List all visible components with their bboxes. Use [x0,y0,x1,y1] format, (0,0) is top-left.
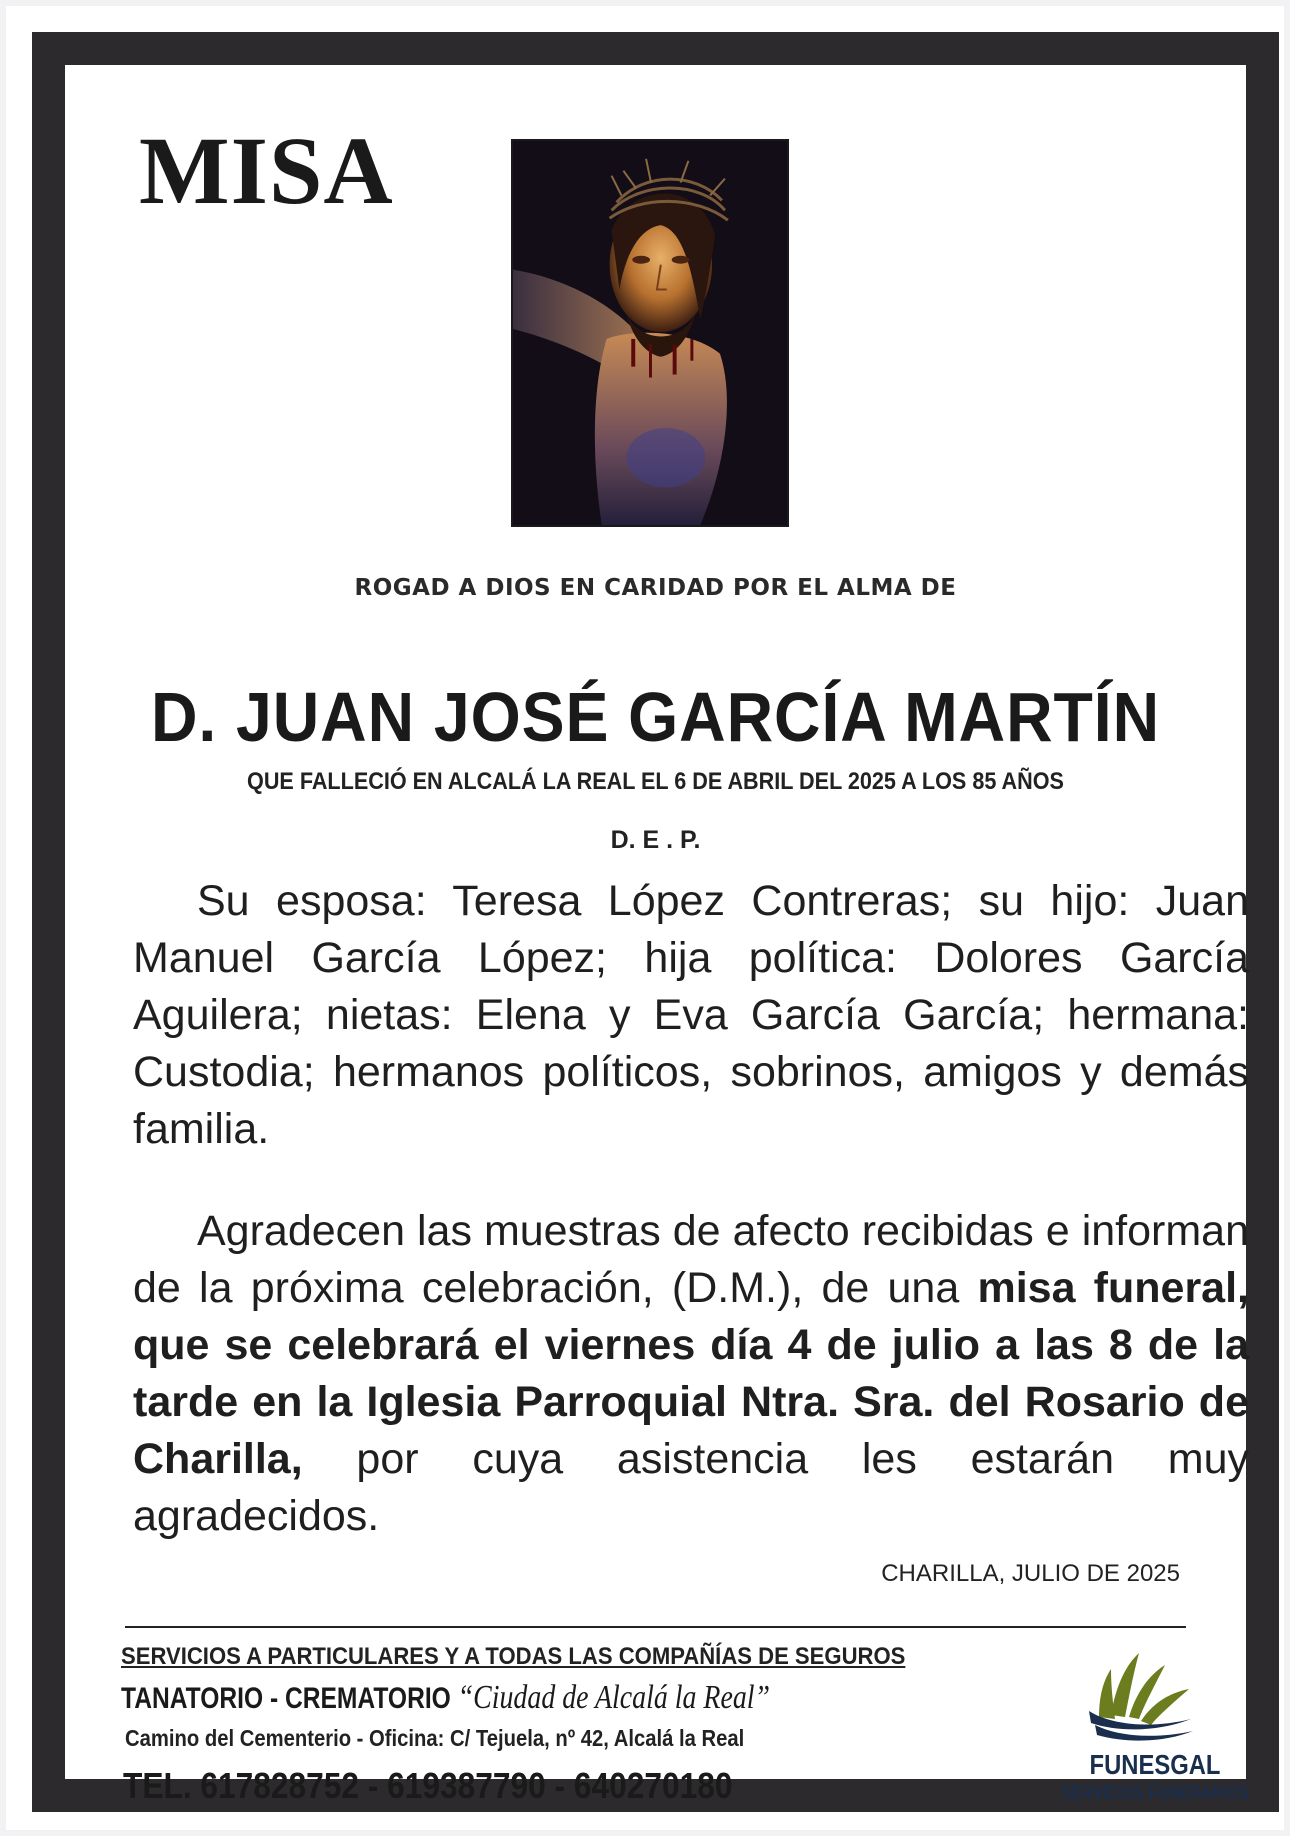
mourning-frame [32,32,1279,1812]
leaf-emblem-icon [1081,1645,1201,1745]
deceased-name: D. JUAN JOSÉ GARCÍA MARTÍN [150,678,1161,756]
funeral-home-tagline: “Ciudad de Alcalá la Real” [457,1679,771,1716]
funesgal-logo [1055,1645,1255,1805]
tanatorio-label: TANATORIO - CREMATORIO [121,1682,458,1715]
announcement-mass-details: misa funeral, que se celebrará el viernes día 4 de julio a las 8 de la tarde en la Iglesia Parroquial Ntra. Sra. del Rosario de Charilla, [133,1264,1249,1483]
christ-image [513,141,787,525]
footer-divider [125,1626,1186,1628]
prayer-request: ROGAD A DIOS EN CARIDAD POR EL ALMA DE [354,575,957,601]
funeral-home-name [121,1679,770,1717]
place-date: CHARILLA, JULIO DE 2025 [881,1560,1180,1587]
announcement-outro: por cuya asistencia les estarán muy agradecidos. [133,1435,1249,1540]
logo-name: FUNESGAL [1089,1749,1221,1780]
services-line: SERVICIOS A PARTICULARES Y A TODAS LAS COMPAÑÍAS DE SEGUROS [121,1643,906,1670]
announcement-intro: Agradecen las muestras de afecto recibidas e informan de la próxima celebración, (D.M.), de una [133,1207,1249,1312]
announcement-paragraph [133,1203,1249,1545]
page-sheet [6,6,1284,1830]
rest-in-peace: D. E . P. [610,826,701,854]
death-details: QUE FALLECIÓ EN ALCALÁ LA REAL EL 6 DE ABRIL DEL 2025 A LOS 85 AÑOS [247,768,1064,795]
phone-numbers: TEL. 617828752 - 619387790 - 640270180 [123,1765,733,1806]
address-line: Camino del Cementerio - Oficina: C/ Tejuela, nº 42, Alcalá la Real [125,1725,745,1751]
christ-photo [511,139,789,527]
page-title: MISA [139,117,394,224]
logo-subtitle: SERVICIOS FUNERARIOS [1061,1783,1249,1804]
family-paragraph [133,873,1249,1158]
family-text: Su esposa: Teresa López Contreras; su hijo: Juan Manuel García López; hija política: Dolores García Aguilera; nietas: Elena y Eva García García; hermana: Custodia; hermanos políticos, sobrinos, amigos y demás familia. [133,877,1249,1153]
